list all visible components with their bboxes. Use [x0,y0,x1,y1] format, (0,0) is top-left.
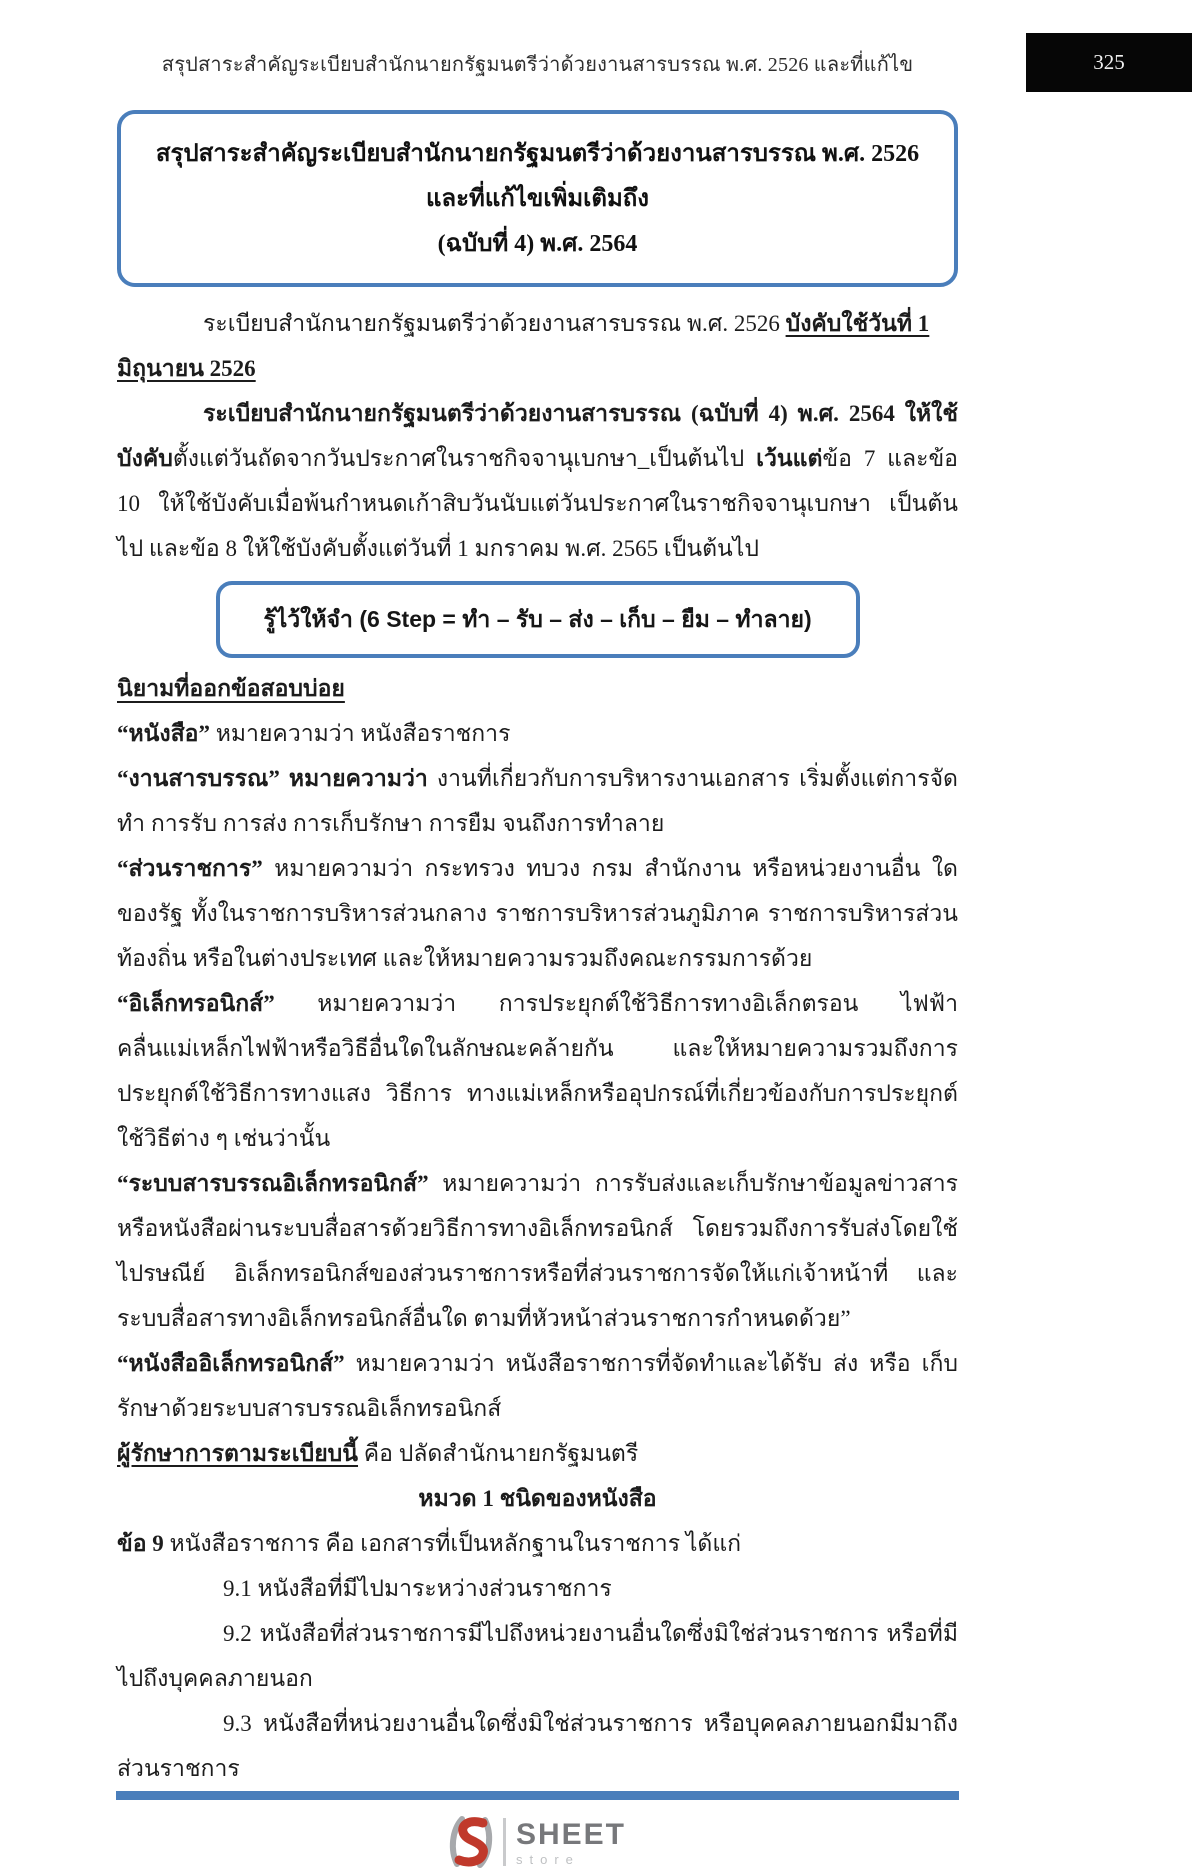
memo-text: รู้ไว้ให้จำ (6 Step = ทำ – รับ – ส่ง – เก็บ – ยืม – ทำลาย) [263,606,812,632]
definition-item: “ส่วนราชการ” หมายความว่า กระทรวง ทบวง กรม สำนักงาน หรือหน่วยงานอื่น ใดของรัฐ ทั้งในราชการบริหารส่วนกลาง ราชการบริหารส่วนภูมิภาค ราชการบริหารส่วนท้องถิ่น หรือในต่างประเทศ และให้หมายความรวมถึงคณะกรรมการด้วย [117,856,958,971]
definition-item: “หนังสืออิเล็กทรอนิกส์” หมายความว่า หนังสือราชการที่จัดทำและได้รับ ส่ง หรือ เก็บรักษาด้วยระบบสารบรรณอิเล็กทรอนิกส์ [117,1351,958,1421]
clause-item: 9.3 หนังสือที่หน่วยงานอื่นใดซึ่งมิใช่ส่วนราชการ หรือบุคคลภายนอกมีมาถึงส่วนราชการ [117,1711,958,1781]
sheet-store-logo [0,1816,1075,1868]
logo-text: SHEET [515,1818,627,1851]
definition-item: “งานสารบรรณ” หมายความว่า งานที่เกี่ยวกับการบริหารงานเอกสาร เริ่มตั้งแต่การจัดทำ การรับ การส่ง การเก็บรักษา การยืม จนถึงการทำลาย [117,766,958,836]
s-logo-icon [449,1816,493,1868]
page-number-box [1026,33,1192,92]
page-footer [0,1791,1075,1868]
summary-title-line1: สรุปสาระสำคัญระเบียบสำนักนายกรัฐมนตรีว่าด้วยงานสารบรรณ พ.ศ. 2526 และที่แก้ไขเพิ่มเติมถึง [155,141,920,212]
definitions-list [117,711,958,1476]
clause-item: ข้อ 9 หนังสือราชการ คือ เอกสารที่เป็นหลักฐานในราชการ ได้แก่ [117,1531,742,1556]
summary-title-box [117,110,958,287]
logo-words [516,1816,626,1866]
document-body [117,301,958,1791]
definition-item: “อิเล็กทรอนิกส์” หมายความว่า การประยุกต์ใช้วิธีการทางอิเล็กตรอน ไฟฟ้า คลื่นแม่เหล็กไฟฟ้าหรือวิธีอื่นใดในลักษณะคล้ายกัน และให้หมายความรวมถึงการประยุกต์ใช้วิธีการทางแสง วิธีการ ทางแม่เหล็กหรืออุปกรณ์ที่เกี่ยวข้องกับการประยุกต์ใช้วิธีต่าง ๆ เช่นว่านั้น [117,991,958,1151]
definition-item: ผู้รักษาการตามระเบียบนี้ คือ ปลัดสำนักนายกรัฐมนตรี [117,1441,639,1466]
summary-title-line2: (ฉบับที่ 4) พ.ศ. 2564 [437,231,638,257]
paragraph: ระเบียบสำนักนายกรัฐมนตรีว่าด้วยงานสารบรรณ พ.ศ. 2526 บังคับใช้วันที่ 1 มิถุนายน 2526 [117,311,930,381]
running-header-title: สรุปสาระสำคัญระเบียบสำนักนายกรัฐมนตรีว่าด้วยงานสารบรรณ พ.ศ. 2526 และที่แก้ไข [161,54,914,76]
definition-item: “ระบบสารบรรณอิเล็กทรอนิกส์” หมายความว่า การรับส่งและเก็บรักษาข้อมูลข่าวสาร หรือหนังสือผ่านระบบสื่อสารด้วยวิธีการทางอิเล็กทรอนิกส์ โดยรวมถึงการรับส่งโดยใช้ไปรษณีย์ อิเล็กทรอนิกส์ของส่วนราชการหรือที่ส่วนราชการจัดให้แก่เจ้าหน้าที่ และระบบสื่อสารทางอิเล็กทรอนิกส์อื่นใด ตามที่หัวหน้าส่วนราชการกำหนดด้วย” [117,1171,958,1331]
intro-paragraphs [117,301,958,571]
clause-item: 9.2 หนังสือที่ส่วนราชการมีไปถึงหน่วยงานอื่นใดซึ่งมิใช่ส่วนราชการ หรือที่มีไปถึงบุคคลภายนอก [117,1621,958,1691]
logo-separator [503,1818,506,1866]
memo-box [216,581,860,658]
page-number: 325 [1093,50,1125,74]
chapter-heading: หมวด 1 ชนิดของหนังสือ [418,1486,657,1511]
clause-list [117,1521,958,1791]
footer-divider [116,1791,959,1800]
clause-item: 9.1 หนังสือที่มีไปมาระหว่างส่วนราชการ [223,1576,612,1601]
page-header [117,0,958,96]
definitions-heading: นิยามที่ออกข้อสอบบ่อย [117,676,345,701]
paragraph: ระเบียบสำนักนายกรัฐมนตรีว่าด้วยงานสารบรรณ (ฉบับที่ 4) พ.ศ. 2564 ให้ใช้บังคับตั้งแต่วันถัดจากวันประกาศในราชกิจจานุเบกษา_เป็นต้นไป เว้นแต่ข้อ 7 และข้อ 10 ให้ใช้บังคับเมื่อพ้นกำหนดเก้าสิบวันนับแต่วันประกาศในราชกิจจานุเบกษา เป็นต้นไป และข้อ 8 ให้ใช้บังคับตั้งแต่วันที่ 1 มกราคม พ.ศ. 2565 เป็นต้นไป [117,401,958,561]
logo-subtext: store [515,1852,580,1867]
definition-item: “หนังสือ” หมายความว่า หนังสือราชการ [117,721,511,746]
